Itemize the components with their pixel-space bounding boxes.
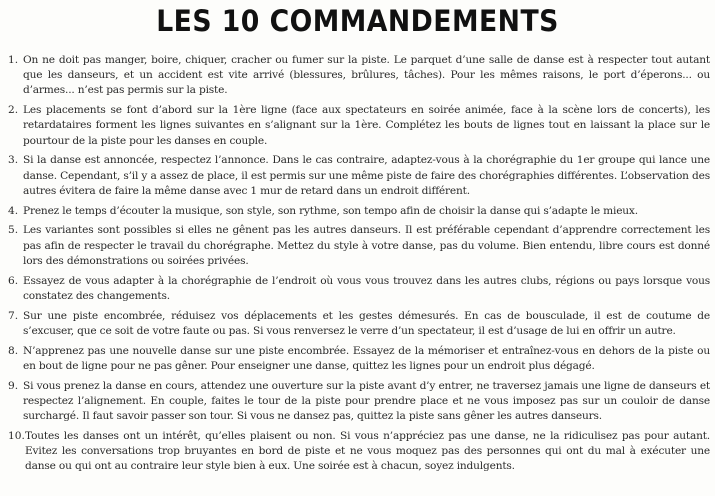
rule-number: 1. bbox=[8, 54, 19, 66]
rule-number: 8. bbox=[8, 344, 19, 357]
rules-list bbox=[8, 53, 710, 479]
rule-text: On ne doit pas manger, boire, chiquer, cracher ou fumer sur la piste. Le parquet d’une salle de danse est à respecter tout autant que les danseurs, et un accident est vite arrivé (blessures, brûlures, tâches). Pour les mêmes raisons, le port d’éperons... ou d’armes... n’est pas permis sur la piste. bbox=[23, 54, 710, 97]
rule-number: 6. bbox=[8, 274, 19, 287]
rule-text: N’apprenez pas une nouvelle danse sur une piste encombrée. Essayez de la mémoriser et entraînez-vous en dehors de la piste ou en bout de ligne pour ne pas gêner. Pour enseigner une danse, quittez les lignes pour un endroit plus dégagé. bbox=[23, 344, 710, 372]
rule-text: Toutes les danses ont un intérêt, qu’elles plaisent ou non. Si vous n’appréciez pas une danse, ne la ridiculisez pas pour autant. Evitez les conversations trop bruyantes en bord de piste et ne vous moquez pas des personnes qui ont du mal à exécuter une danse ou qui ont au contraire leur style bien à eux. Une soirée est à chacun, soyez indulgents. bbox=[25, 429, 710, 473]
rule-8 bbox=[8, 344, 710, 374]
rule-10 bbox=[8, 429, 710, 475]
rule-text: Sur une piste encombrée, réduisez vos déplacements et les gestes démesurés. En cas de bousculade, il est de coutume de s’excuser, que ce soit de votre faute ou pas. Si vous renversez le verre d’un spectateur, il est d’usage de lui en offrir un autre. bbox=[23, 309, 710, 337]
rule-text: Les placements se font d’abord sur la 1ère ligne (face aux spectateurs en soirée animée, face à la scène lors de concerts), les retardataires forment les lignes suivantes en s’alignant sur la 1ère. Complétez les bouts de lignes tout en laissant la place sur le pourtour de la piste pour les danses en couple. bbox=[23, 104, 710, 147]
rule-text: Essayez de vous adapter à la chorégraphie de l’endroit où vous vous trouvez dans les autres clubs, régions ou pays lorsque vous constatez des changements. bbox=[23, 274, 710, 302]
rule-1 bbox=[8, 53, 710, 99]
rule-text: Prenez le temps d’écouter la musique, son style, son rythme, son tempo afin de choisir la danse qui s’adapte le mieux. bbox=[23, 204, 638, 217]
rule-number: 5. bbox=[8, 224, 19, 237]
rule-5 bbox=[8, 223, 710, 269]
rule-number: 2. bbox=[8, 104, 19, 117]
rule-2 bbox=[8, 103, 710, 149]
rule-text: Si la danse est annoncée, respectez l’annonce. Dans le cas contraire, adaptez-vous à la chorégraphie du 1er groupe qui lance une danse. Cependant, s’il y a assez de place, il est permis sur une même piste de faire des chorégraphies différentes. L’observation des autres évitera de faire la même danse avec 1 mur de retard dans un endroit différent. bbox=[23, 154, 710, 197]
rule-number: 9. bbox=[8, 379, 19, 392]
rule-text: Si vous prenez la danse en cours, attendez une ouverture sur la piste avant d’y entrer, ne traversez jamais une ligne de danseurs et respectez l’alignement. En couple, faites le tour de la piste pour prendre place et ne vous imposez pas sur un couloir de danse surchargé. Il faut savoir passer son tour. Si vous ne dansez pas, quittez la piste sans gêner les autres danseurs. bbox=[23, 379, 710, 423]
rule-3 bbox=[8, 153, 710, 199]
rule-6 bbox=[8, 274, 710, 304]
rule-number: 3. bbox=[8, 154, 19, 167]
rule-text: Les variantes sont possibles si elles ne gênent pas les autres danseurs. Il est préférable cependant d’apprendre correctement les pas afin de respecter le travail du chorégraphe. Mettez du style à votre danse, pas du volume. Bien entendu, libre cours est donné lors des démonstrations ou soirées privées. bbox=[23, 224, 710, 267]
page-title: LES 10 COMMANDEMENTS bbox=[156, 4, 559, 38]
rule-9 bbox=[8, 379, 710, 425]
rule-7 bbox=[8, 309, 710, 339]
rule-4 bbox=[8, 204, 710, 219]
rule-number: 4. bbox=[8, 204, 19, 217]
rule-number: 10. bbox=[8, 429, 25, 442]
rule-number: 7. bbox=[8, 309, 19, 322]
